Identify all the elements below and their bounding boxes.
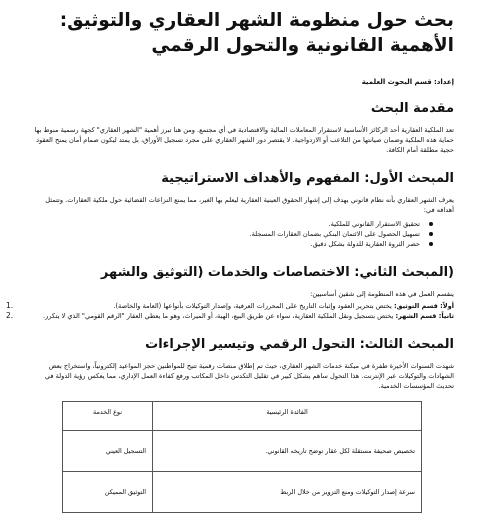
table-header-row xyxy=(63,402,422,431)
item-number: 1. xyxy=(6,301,14,310)
section3-heading: المبحث الثالث: التحول الرقمي وتيسير الإجراءات xyxy=(145,337,454,352)
table-cell: تخصيص صحيفة مستقلة لكل عقار توضح تاريخه القانوني. xyxy=(153,431,422,472)
table-cell: سرعة إصدار التوكيلات ومنع التزوير من خلال الربط xyxy=(153,472,422,513)
numbered-item xyxy=(6,301,454,311)
section2-heading: (المبحث الثاني: الاختصاصات والخدمات (التوثيق والشهر xyxy=(100,265,454,280)
prepared-by-line xyxy=(30,78,454,86)
item-label: ثانياً: قسم الشهر: xyxy=(395,312,454,320)
table-row xyxy=(63,431,422,472)
bullet-item: تسهيل الحصول على الائتمان البنكي بضمان العقارات المسجلة. xyxy=(30,229,420,239)
section3-paragraph: شهدت السنوات الأخيرة طفرة في ميكنة خدمات الشهر العقاري، حيث تم إطلاق منصات رقمية تتيح للمواطنين حجز المواعيد إلكترونياً، واستخراج بعض الشهادات والتوكيلات عبر الإنترنت. هذا التحول ساهم بشكل كبير في تقليل التكدس داخل المكاتب ورفع كفاءة العمل الإداري، مما يعكس رؤية الدولة في تحديث المؤسسات الخدمية. xyxy=(44,362,454,390)
table-row xyxy=(63,472,422,513)
item-number: 2. xyxy=(6,311,14,320)
table-cell: التسجيل العيني xyxy=(63,431,153,472)
document-title: بحث حول منظومة الشهر العقاري والتوثيق: الأهمية القانونية والتحول الرقمي xyxy=(59,10,454,56)
numbered-item xyxy=(6,311,454,321)
bullet-item: حصر الثروة العقارية للدولة بشكل دقيق. xyxy=(30,239,420,249)
item-text: يختص بتحرير العقود وإثبات التاريخ على المحررات العرفية، وإصدار التوكيلات بأنواعها (العامة والخاصة). xyxy=(113,302,392,310)
section1-bullet-list xyxy=(30,219,420,249)
table-header-cell: الفائدة الرئيسية xyxy=(153,402,422,431)
section1-paragraph: يعرف الشهر العقاري بأنه نظام قانوني يهدف إلى إشهار الحقوق العينية العقارية ليعلم بها الغير، مما يمنع النزاعات القضائية حول ملكية العقارات. وتتمثل أهدافه في: xyxy=(45,196,454,214)
bullet-item: تحقيق الاستقرار القانوني للملكية. xyxy=(30,219,420,229)
section2-intro: ينقسم العمل في هذه المنظومة إلى شقين أساسيين: xyxy=(310,290,454,298)
item-label: أولاً: قسم التوثيق: xyxy=(393,302,454,310)
section2-numbered-list xyxy=(6,301,454,321)
item-text: يختص بتسجيل ونقل الملكية العقارية، سواء عن طريق البيع، الهبة، أو الميراث، وهو ما يعطي العقار "الرقم القومي" الذي لا يتكرر. xyxy=(43,312,394,320)
intro-heading: مقدمة البحث xyxy=(370,101,454,116)
prepared-label: إعداد: xyxy=(433,78,454,86)
section1-heading: المبحث الأول: المفهوم والأهداف الاستراتيجية xyxy=(161,171,454,186)
prepared-value: قسم البحوث العلمية xyxy=(361,78,432,86)
intro-paragraph: تعد الملكية العقارية أحد الركائز الأساسية لاستقرار المعاملات المالية والاقتصادية في أي مجتمع. ومن هنا تبرز أهمية "الشهر العقاري" كجهة رسمية منوط بها حماية هذه الملكية وضمان صيانتها من التلاعب أو الازدواجية. لا يقتصر دور الشهر العقاري على مجرد تسجيل الأوراق، بل يمتد ليكون صمام أمان يمنح العقود حجية مطلقة أمام الكافة. xyxy=(34,126,454,154)
table-header-cell: نوع الخدمة xyxy=(63,402,153,431)
table-cell: التوثيق المميكن xyxy=(63,472,153,513)
services-table xyxy=(62,401,422,513)
